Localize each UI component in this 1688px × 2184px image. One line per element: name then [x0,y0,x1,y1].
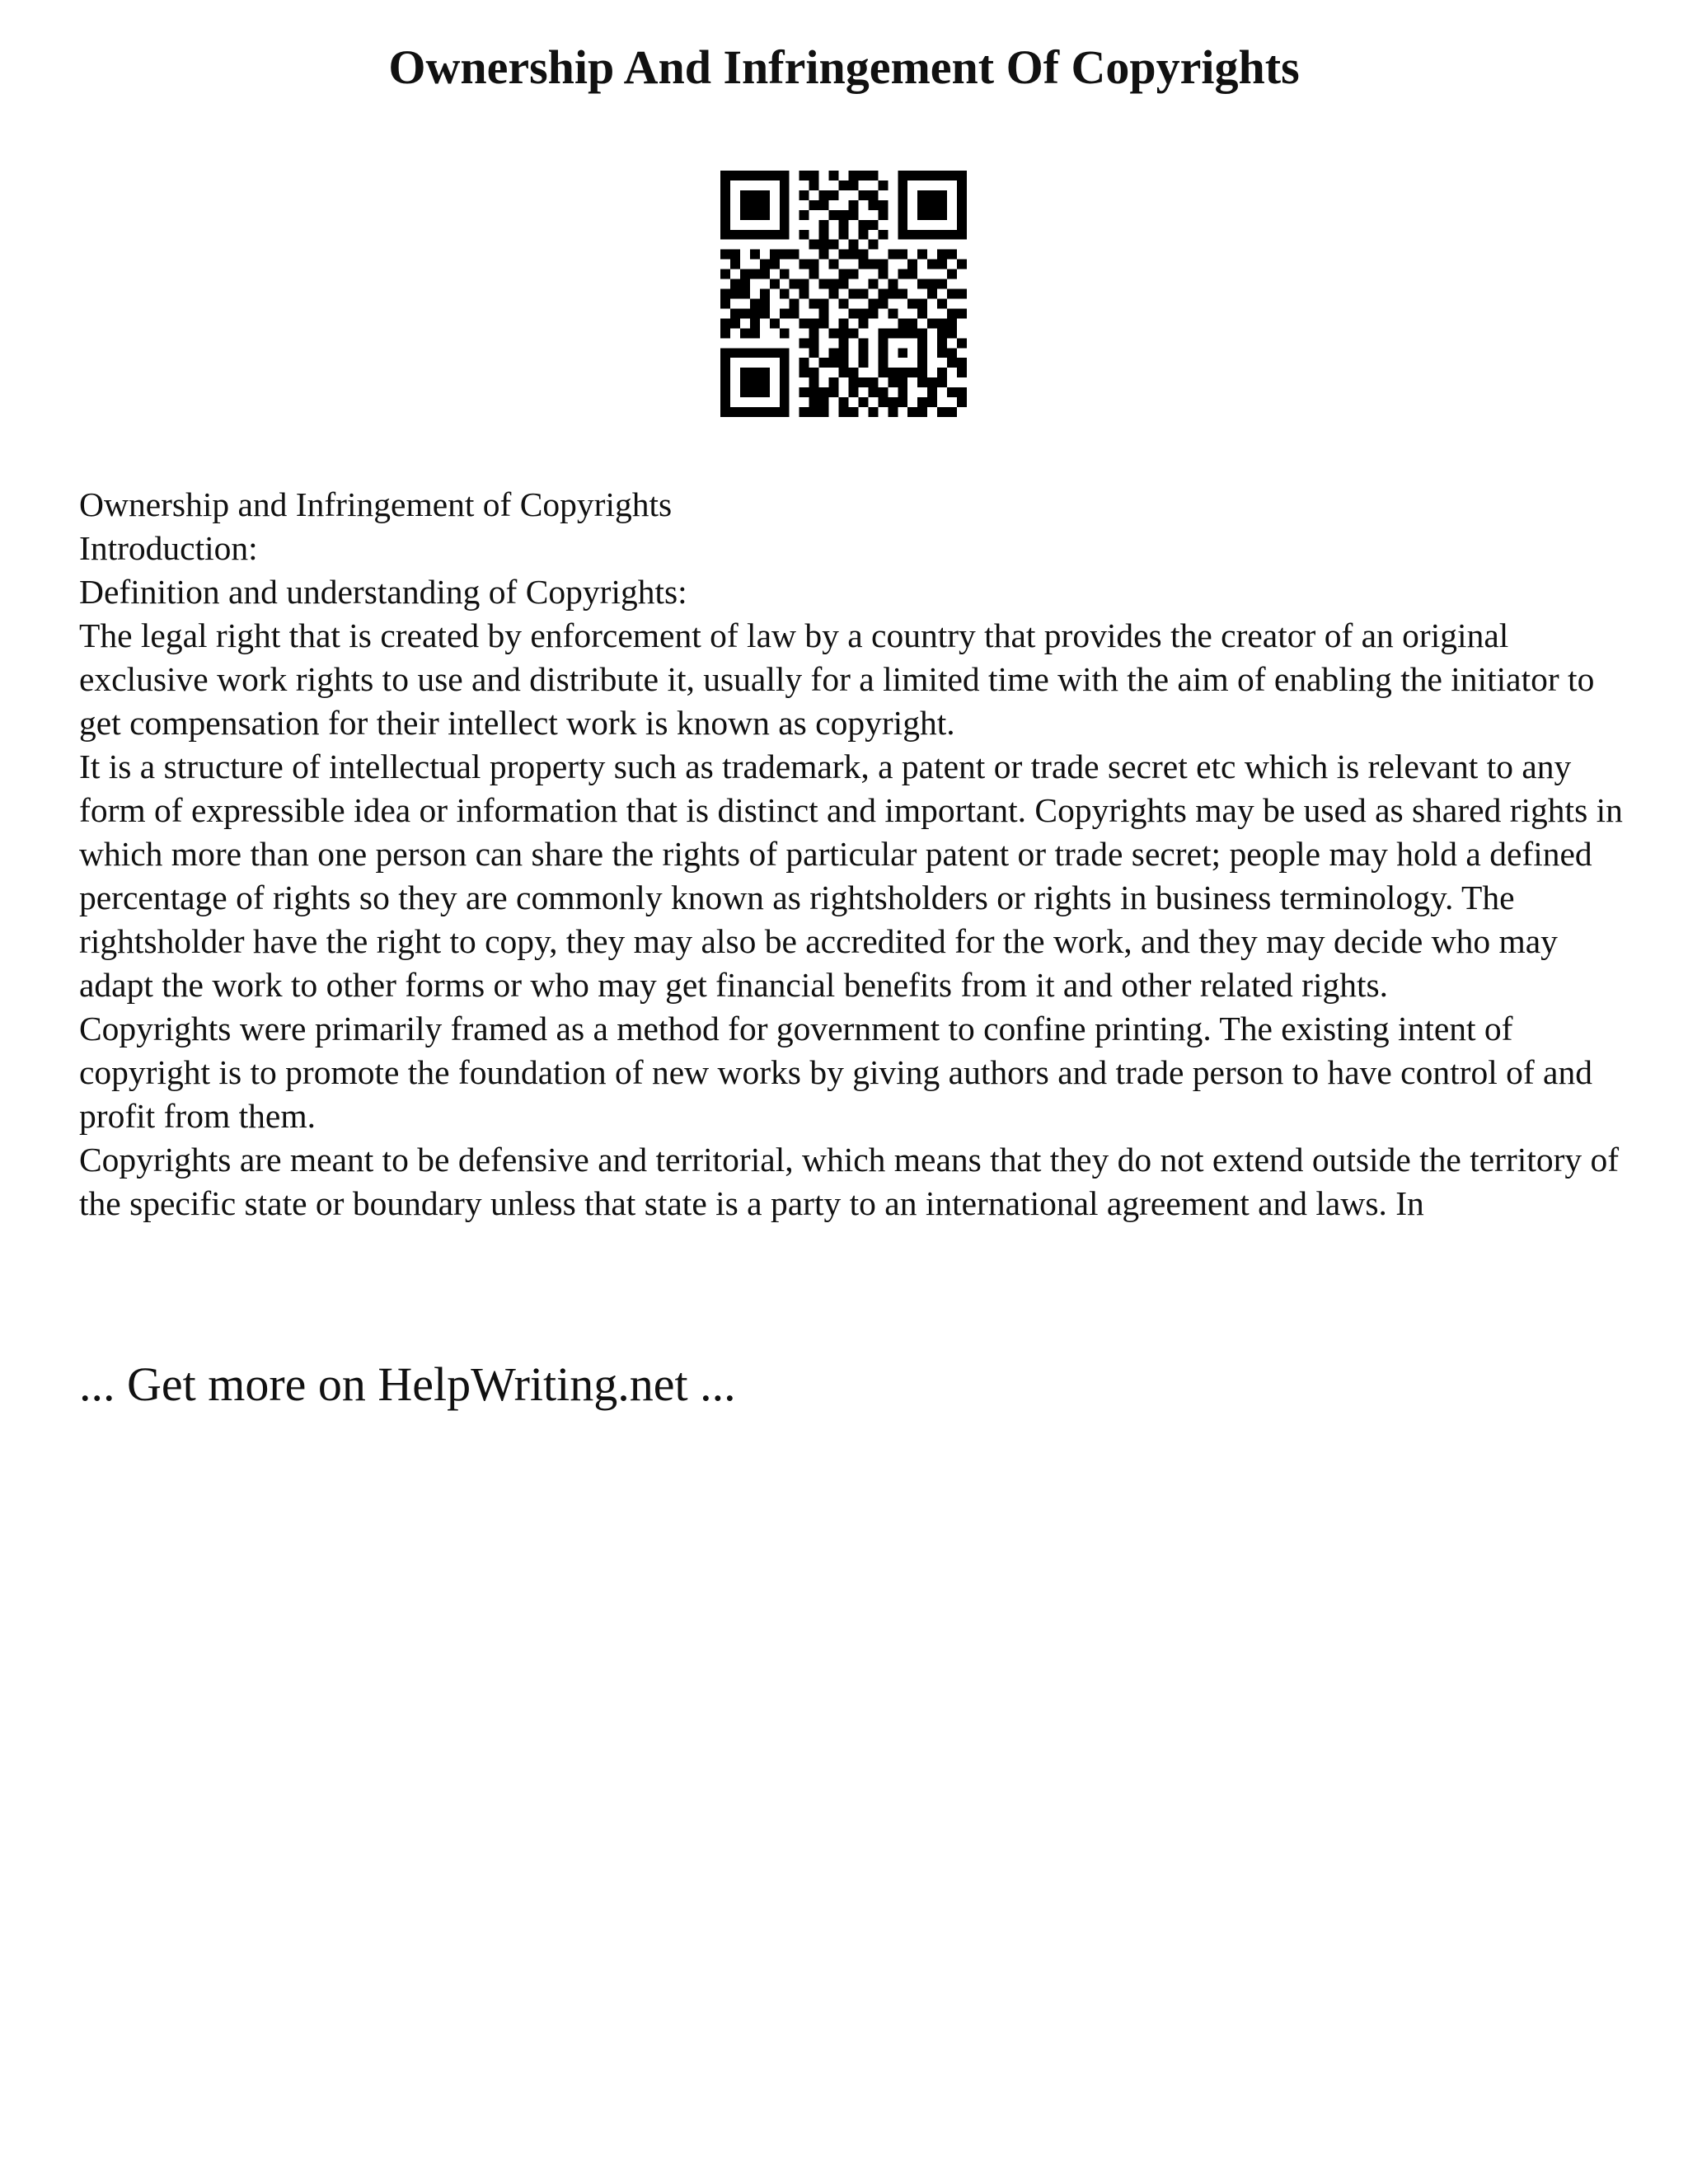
paragraph: Copyrights are meant to be defensive and territorial, which means that they do not extend outside the territory of the specific state or boundary unless that state is a party to an international agreement and laws. In [79,1141,1620,1222]
body-heading: Ownership and Infringement of Copyrights [79,485,673,523]
paragraph: The legal right that is created by enforcement of law by a country that provides the creator of an original exclusive work rights to use and distribute it, usually for a limited time with the aim of enabling the initiator to get compensation for their intellect work is known as copyright. [79,616,1595,742]
paragraph: It is a structure of intellectual property such as trademark, a patent or trade secret etc which is relevant to any form of expressible idea or information that is distinct and important. Copyrights may be used as shared rights in which more than one person can share the rights of particular patent or trade secret; people may hold a defined percentage of rights so they are commonly known as rightsholders or rights in business terminology. The rightsholder have the right to copy, they may also be accredited for the work, and they may decide who may adapt the work to other forms or who may get financial benefits from it and other related rights. [79,748,1623,1004]
get-more-link[interactable]: ... Get more on HelpWriting.net ... [79,1357,736,1411]
qr-code-icon [720,171,967,417]
paragraph: Copyrights were primarily framed as a method for government to confine printing. The existing intent of copyright is to promote the foundation of new works by giving authors and trade person to have control of and profit from them. [79,1010,1592,1135]
section-introduction: Introduction: [79,529,258,567]
section-definition: Definition and understanding of Copyrights: [79,573,687,611]
document-body [79,483,1629,1226]
page-title: Ownership And Infringement Of Copyrights [388,40,1300,94]
